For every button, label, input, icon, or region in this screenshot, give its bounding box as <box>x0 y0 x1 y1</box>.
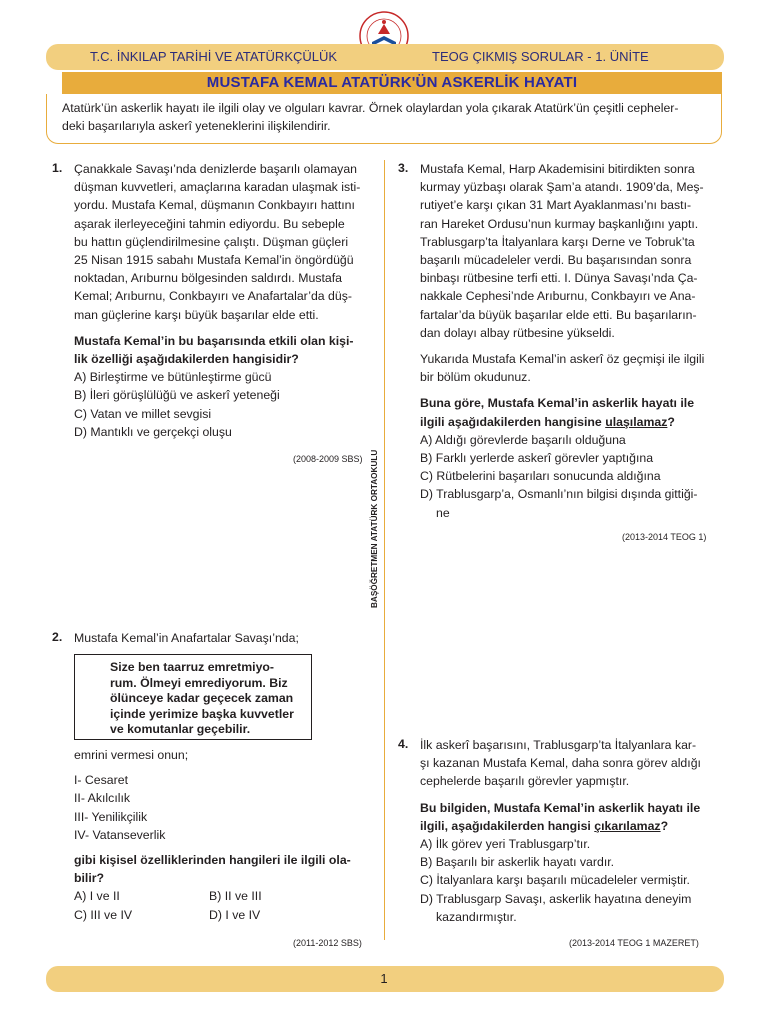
passage-line: başarılı mücadeleler verdi. Bu başarısından sonra <box>420 253 692 268</box>
passage-line: düşman kuvvetleri, amaçlarına karadan ulaşmak isti- <box>74 180 361 195</box>
column-divider <box>384 160 385 940</box>
q4-source: (2013-2014 TEOG 1 MAZERET) <box>569 938 699 948</box>
passage-line: İlk askerî başarısını, Trablusgarp’ta İtalyanlara kar- <box>420 738 697 752</box>
stem-part: ? <box>667 414 675 429</box>
quote-line: içinde yerimize başka kuvvetler <box>110 706 294 721</box>
option-d[interactable]: D) Mantıklı ve gerçekçi oluşu <box>74 424 232 439</box>
option-c[interactable]: C) Rütbelerini başarıları sonucunda aldığına <box>420 469 661 484</box>
q2-stem <box>74 851 371 887</box>
passage-line: şı kazanan Mustafa Kemal, daha sonra görev aldığı <box>420 756 701 771</box>
q2-number: 2. <box>52 630 63 644</box>
negation-keyword: çıkarılamaz <box>594 818 661 833</box>
school-name-text: BAŞÖĞRETMEN ATATÜRK ORTAOKULU <box>370 449 379 608</box>
roman-item: I- Cesaret <box>74 773 128 788</box>
q2-after-text: emrini vermesi onun; <box>74 748 189 762</box>
page-title: MUSTAFA KEMAL ATATÜRK'ÜN ASKERLİK HAYATI <box>206 74 578 91</box>
question-2-body <box>74 746 371 924</box>
passage-line: 25 Nisan 1915 sabahı Mustafa Kemal’in öngördüğü <box>74 253 354 268</box>
q3-number: 3. <box>398 161 409 175</box>
passage-line: bir bölüm okudunuz. <box>420 370 531 385</box>
q1-passage <box>74 160 371 324</box>
q2-items <box>74 771 371 844</box>
stem-line: Bu bilgiden, Mustafa Kemal’in askerlik hayatı ile <box>420 800 701 815</box>
q2-source: (2011-2012 SBS) <box>293 938 362 948</box>
quote-line: rum. Ölmeyi emrediyorum. Biz <box>110 675 288 690</box>
stem-line: lik özelliği aşağıdakilerden hangisidir? <box>74 352 299 367</box>
option-d[interactable]: D) Trablusgarp’a, Osmanlı’nın bilgisi dışında gittiği- <box>420 487 698 502</box>
option-c[interactable]: C) Vatan ve millet sevgisi <box>74 406 212 421</box>
roman-item: II- Akılcılık <box>74 791 131 806</box>
passage-line: man güçlerine karşı büyük başarılar elde etti. <box>74 307 319 322</box>
passage-line: nakkale Cephesi’nde Arıburnu, Conkbayırı ve Ana- <box>420 289 696 304</box>
option-b[interactable]: B) Başarılı bir askerlik hayatı vardır. <box>420 855 615 870</box>
q1-number: 1. <box>52 161 63 175</box>
stem-line <box>420 817 718 835</box>
passage-line: rutiyet’e karşı çıkan 31 Mart Ayaklanması’nı bastı- <box>420 198 692 213</box>
header-unit: TEOG ÇIKMIŞ SORULAR - 1. ÜNİTE <box>432 49 649 64</box>
q2-intro: Mustafa Kemal’in Anafartalar Savaşı’nda; <box>74 631 299 645</box>
q1-stem <box>74 332 371 368</box>
stem-line: Mustafa Kemal’in bu başarısında etkili olan kişi- <box>74 333 354 348</box>
question-3 <box>420 160 718 522</box>
objective-line: deki başarılarıyla askerî yeteneklerini ilişkilendirir. <box>62 118 331 133</box>
page-number: 1 <box>380 971 388 986</box>
stem-part: ilgili aşağıdakilerden hangisine <box>420 414 606 429</box>
roman-item: III- Yenilikçilik <box>74 809 148 824</box>
passage-line: yordu. Mustafa Kemal, düşmanın Conkbayırı hattını <box>74 198 355 213</box>
objective-line: Atatürk’ün askerlik hayatı ile ilgili olay ve olguları kavrar. Örnek olaylardan yola çıkarak Atatürk’ün çeşitli cepheler- <box>62 101 679 115</box>
q3-passage <box>420 160 718 342</box>
option-a[interactable]: A) I ve II <box>74 889 120 904</box>
option-b[interactable]: B) II ve III <box>209 889 262 904</box>
option-d[interactable]: D) I ve IV <box>209 907 261 922</box>
q1-options <box>74 368 371 441</box>
quote-line: ve komutanlar geçebilir. <box>110 722 251 736</box>
passage-line: cephelerde başarılı görevler yapmıştır. <box>420 774 630 789</box>
option-d[interactable]: D) Trablusgarp Savaşı, askerlik hayatına deneyim <box>420 891 692 906</box>
q3-source: (2013-2014 TEOG 1) <box>622 532 707 542</box>
passage-line: Trablusgarp’ta İtalyanlara karşı Derne ve Tobruk’ta <box>420 234 695 249</box>
stem-line: gibi kişisel özelliklerinden hangileri ile ilgili ola- <box>74 853 351 868</box>
passage-line: Mustafa Kemal, Harp Akademisini bitirdikten sonra <box>420 162 695 176</box>
stem-part: ? <box>660 818 669 833</box>
passage-line: fartalar’da büyük başarılar elde etti. Bu başarıların- <box>420 307 697 322</box>
option-a[interactable]: A) İlk görev yeri Trablusgarp’tır. <box>420 837 591 852</box>
stem-line: Buna göre, Mustafa Kemal’in askerlik hayatı ile <box>420 396 695 411</box>
quote-line: Size ben taarruz emretmiyo- <box>110 660 275 674</box>
q4-options <box>420 835 718 926</box>
q4-passage <box>420 736 718 791</box>
q4-number: 4. <box>398 737 409 751</box>
question-4 <box>420 736 718 926</box>
option-d-continued: ne <box>436 505 450 520</box>
header-subject: T.C. İNKILAP TARİHİ VE ATATÜRKÇÜLÜK <box>90 49 338 64</box>
q3-paragraph-2 <box>420 350 718 386</box>
option-a[interactable]: A) Aldığı görevlerde başarılı olduğuna <box>420 432 626 447</box>
option-a[interactable]: A) Birleştirme ve bütünleştirme gücü <box>74 370 272 385</box>
option-b[interactable]: B) İleri görüşlülüğü ve askerî yeteneği <box>74 388 280 403</box>
roman-item: IV- Vatanseverlik <box>74 827 166 842</box>
passage-line: kurmay yüzbaşı olarak Şam’a atandı. 1909’da, Meş- <box>420 180 704 195</box>
passage-line: dan dolayı albay rütbesine yükseldi. <box>420 325 615 340</box>
quote-line: ölünceye kadar geçecek zaman <box>110 691 294 705</box>
passage-line: aşarak ilerleyeceğini tahmin ediyordu. Bu sebeple <box>74 216 345 231</box>
q3-options <box>420 431 718 522</box>
passage-line: Kemal; Arıburnu, Conkbayırı ve Anafartalar’da düş- <box>74 289 352 304</box>
option-b[interactable]: B) Farklı yerlerde askerî görevler yaptığına <box>420 451 654 466</box>
option-d-continued: kazandırmıştır. <box>436 909 517 924</box>
passage-line: Yukarıda Mustafa Kemal’in askerî öz geçmişi ile ilgili <box>420 352 705 367</box>
passage-line: binbaşı rütbesine terfi etti. I. Dünya Savaşı’nda Ça- <box>420 271 698 286</box>
option-c[interactable]: C) İtalyanlara karşı başarılı mücadeleler vermiştir. <box>420 873 690 888</box>
objective-text <box>62 100 712 135</box>
q1-source: (2008-2009 SBS) <box>293 454 363 464</box>
negation-keyword: ulaşılamaz <box>605 414 668 429</box>
passage-line: Çanakkale Savaşı’nda denizlerde başarılı olamayan <box>74 162 357 176</box>
passage-line: bu hattın güçlendirilmesine çalıştı. Düşman güçleri <box>74 234 349 249</box>
stem-line: bilir? <box>74 871 105 886</box>
stem-line <box>420 413 718 431</box>
q3-stem <box>420 394 718 430</box>
question-1 <box>74 160 371 441</box>
passage-line: noktadan, Arıburnu bölgesinden saldırdı. Mustafa <box>74 271 342 286</box>
q4-stem <box>420 799 718 835</box>
stem-part: ilgili, aşağıdakilerden hangisi <box>420 818 595 833</box>
quote-text <box>110 660 310 738</box>
option-c[interactable]: C) III ve IV <box>74 907 133 922</box>
q2-options <box>74 887 371 923</box>
passage-line: ran Hareket Ordusu’nun kurmay başkanlığını yaptı. <box>420 216 699 231</box>
